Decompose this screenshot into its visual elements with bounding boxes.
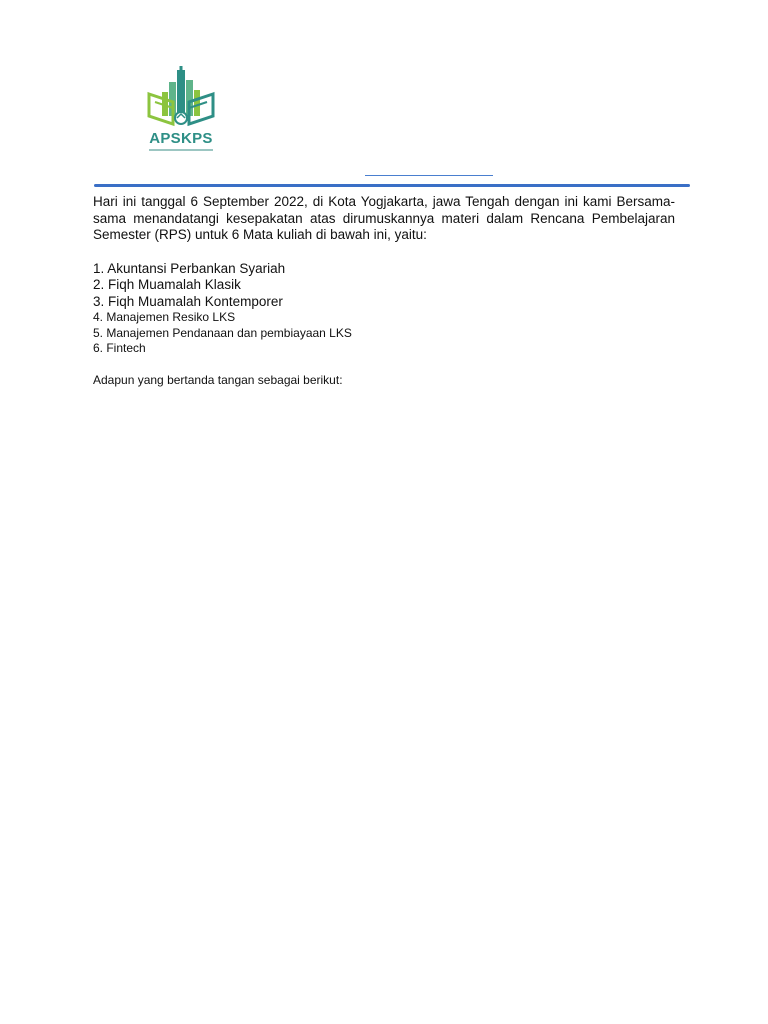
closing-line: Adapun yang bertanda tangan sebagai berikut: xyxy=(93,372,343,387)
logo-text: APSKPS xyxy=(149,130,213,147)
course-list xyxy=(93,261,675,357)
list-item: 3. Fiqh Muamalah Kontemporer xyxy=(93,293,283,309)
list-item: 4. Manajemen Resiko LKS xyxy=(93,310,236,324)
logo-tagline xyxy=(149,149,213,151)
document-body xyxy=(93,194,675,388)
header-divider xyxy=(94,184,690,187)
list-item: 6. Fintech xyxy=(93,341,146,355)
book-tower-logo-icon xyxy=(143,66,219,130)
apskps-logo xyxy=(143,66,219,154)
intro-paragraph: Hari ini tanggal 6 September 2022, di Kota Yogjakarta, jawa Tengah dengan ini kami Bersama-sama menandatangi kesepakatan atas dirumuskannya materi dalam Rencana Pembelajaran Semester (RPS) untuk 6 Mata kuliah di bawah ini, yaitu: xyxy=(93,194,675,242)
list-item: 5. Manajemen Pendanaan dan pembiayaan LKS xyxy=(93,325,352,340)
list-item: 1. Akuntansi Perbankan Syariah xyxy=(93,260,286,276)
list-item: 2. Fiqh Muamalah Klasik xyxy=(93,277,241,292)
short-divider xyxy=(365,175,493,176)
